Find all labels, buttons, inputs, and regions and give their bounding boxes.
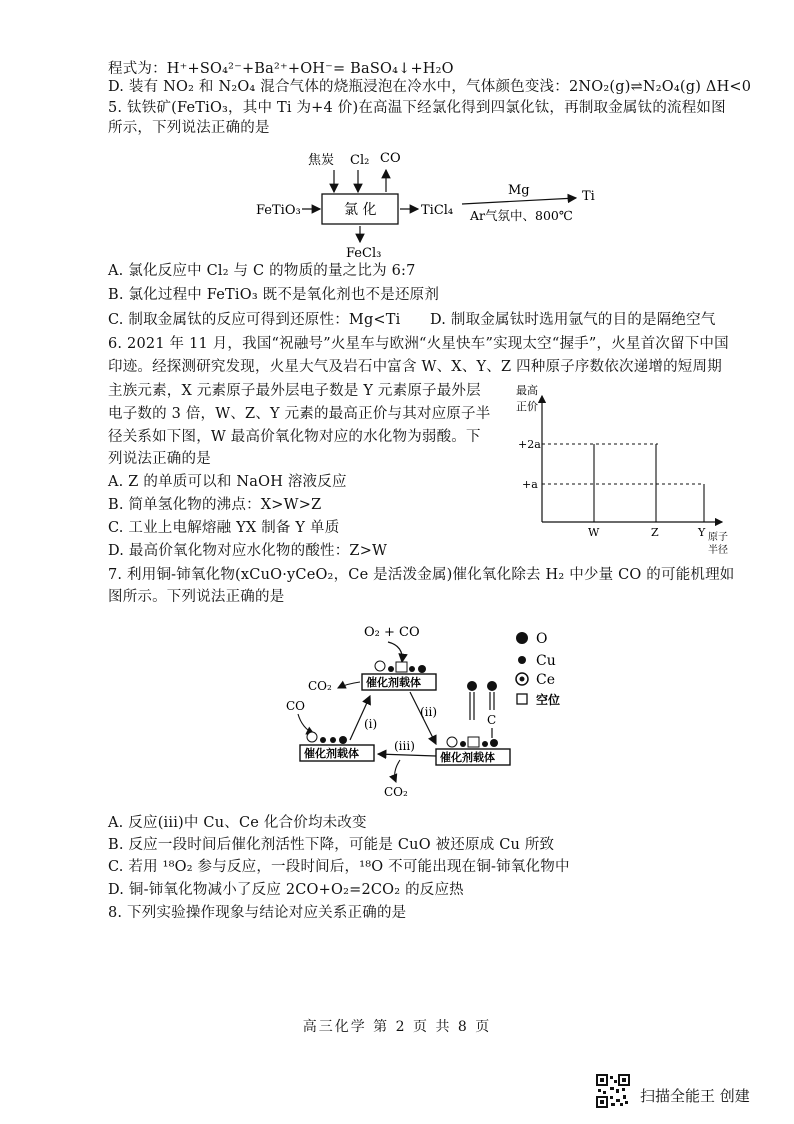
- option-5c: C. 制取金属钛的反应可得到还原性：Mg<Ti: [108, 312, 401, 328]
- reaction-iii: (iii): [394, 739, 415, 753]
- o2-co-label: O₂ + CO: [364, 625, 420, 640]
- fecl3-label: FeCl₃: [346, 246, 382, 260]
- option-7b: B. 反应一段时间后催化剂活性下降，可能是 CuO 被还原成 Cu 所致: [108, 837, 555, 853]
- question-6-stem-6: 列说法正确的是: [108, 451, 211, 467]
- reaction-i: (i): [364, 717, 378, 731]
- question-6-stem-2: 印迹。经探测研究发现，火星大气及岩石中富含 W、X、Y、Z 四种原子序数依次递增的短周期: [108, 359, 722, 375]
- option-6a: A. Z 的单质可以和 NaOH 溶液反应: [108, 474, 347, 490]
- option-5d: D. 制取金属钛时选用氩气的目的是隔绝空气: [430, 312, 716, 328]
- carbon-label: C: [487, 713, 497, 727]
- legend-vacancy-icon: [517, 694, 527, 704]
- legend-vacancy: 空位: [536, 693, 561, 707]
- question-7-stem: 7. 利用铜-铈氧化物(xCuO·yCeO₂，Ce 是活泼金属)催化氧化除去 H₂ 中少量 CO 的可能机理如: [108, 567, 735, 583]
- chlorination-label: 氯 化: [344, 202, 377, 218]
- condition-label: Ar气氛中、800℃: [470, 208, 573, 223]
- co2-bottom-label: CO₂: [384, 785, 408, 799]
- x-axis-label-1: 原子: [708, 532, 728, 543]
- legend-ce: Ce: [536, 672, 555, 688]
- question-8-stem: 8. 下列实验操作现象与结论对应关系正确的是: [108, 905, 407, 921]
- co2-left-label: CO₂: [308, 679, 332, 693]
- coke-label: 焦炭: [308, 153, 335, 168]
- option-4d: D. 装有 NO₂ 和 N₂O₄ 混合气体的烧瓶浸泡在冷水中，气体颜色变浅：2NO₂(g)⇌N₂O₄(g) ΔH<0: [108, 79, 752, 95]
- question-6-stem: 6. 2021 年 11 月，我国“祝融号”火星车与欧洲“火星快车”实现太空“握手”，火星首次留下中国: [108, 336, 729, 352]
- ti-label: Ti: [582, 189, 595, 204]
- option-7a: A. 反应(iii)中 Cu、Ce 化合价均未改变: [108, 815, 367, 831]
- y-tick-a: +a: [522, 478, 538, 491]
- y-axis-label-1: 最高: [516, 384, 538, 397]
- chlorine-label: Cl₂: [350, 153, 370, 168]
- option-6d: D. 最高价氧化物对应水化物的酸性：Z>W: [108, 543, 388, 559]
- co-left-label: CO: [286, 699, 306, 713]
- option-5a: A. 氯化反应中 Cl₂ 与 C 的物质的量之比为 6:7: [108, 263, 416, 279]
- line-ionic-equation: 程式为：H⁺+SO₄²⁻+Ba²⁺+OH⁻= BaSO₄↓+H₂O: [108, 61, 454, 77]
- fetio3-label: FeTiO₃: [256, 203, 301, 218]
- mg-label: Mg: [508, 183, 530, 198]
- ticl4-label: TiCl₄: [421, 203, 454, 218]
- question-6-stem-4: 电子数的 3 倍，W、Z、Y 元素的最高正价与其对应原子半: [108, 406, 491, 422]
- valence-radius-graph: [508, 382, 738, 554]
- legend-o-icon: [516, 632, 528, 644]
- qr-code-icon: [596, 1074, 630, 1108]
- x-tick-z: Z: [651, 526, 659, 539]
- titanium-flow-diagram: [250, 148, 610, 260]
- legend-cu: Cu: [536, 653, 556, 669]
- question-7-stem-2: 图所示。下列说法正确的是: [108, 589, 285, 605]
- reaction-ii: (ii): [420, 705, 438, 719]
- x-tick-y: Y: [698, 526, 706, 539]
- option-6c: C. 工业上电解熔融 YX 制备 Y 单质: [108, 520, 340, 536]
- question-5-stem: 5. 钛铁矿(FeTiO₃，其中 Ti 为+4 价)在高温下经氯化得到四氯化钛，再制取金属钛的流程如图: [108, 100, 726, 116]
- scanner-watermark: 扫描全能王 创建: [640, 1087, 750, 1105]
- option-7d: D. 铜-铈氧化物减小了反应 2CO+O₂=2CO₂ 的反应热: [108, 882, 464, 898]
- option-6b: B. 简单氢化物的沸点：X>W>Z: [108, 497, 322, 513]
- question-6-stem-3: 主族元素，X 元素原子最外层电子数是 Y 元素原子最外层: [108, 383, 481, 399]
- x-axis-label-2: 半径: [708, 545, 728, 554]
- page-footer: 高三化学 第 2 页 共 8 页: [302, 1019, 492, 1035]
- option-7c: C. 若用 ¹⁸O₂ 参与反应，一段时间后，¹⁸O 不可能出现在铜-铈氧化物中: [108, 859, 570, 875]
- y-axis-label-2: 正价: [516, 400, 538, 413]
- question-5-stem-2: 所示，下列说法正确的是: [108, 120, 270, 136]
- question-6-stem-5: 径关系如下图，W 最高价氧化物对应的水化物为弱酸。下: [108, 429, 481, 445]
- legend-o: O: [536, 631, 548, 647]
- carrier-right-label: 催化剂载体: [440, 751, 495, 764]
- catalytic-mechanism-diagram: [280, 616, 600, 802]
- option-5b: B. 氯化过程中 FeTiO₃ 既不是氧化剂也不是还原剂: [108, 287, 440, 303]
- carrier-top-label: 催化剂载体: [366, 676, 421, 689]
- y-tick-2a: +2a: [518, 438, 541, 451]
- legend-cu-icon: [518, 656, 526, 664]
- x-tick-w: W: [588, 526, 600, 539]
- co-label: CO: [380, 151, 401, 166]
- carrier-left-label: 催化剂载体: [304, 747, 359, 760]
